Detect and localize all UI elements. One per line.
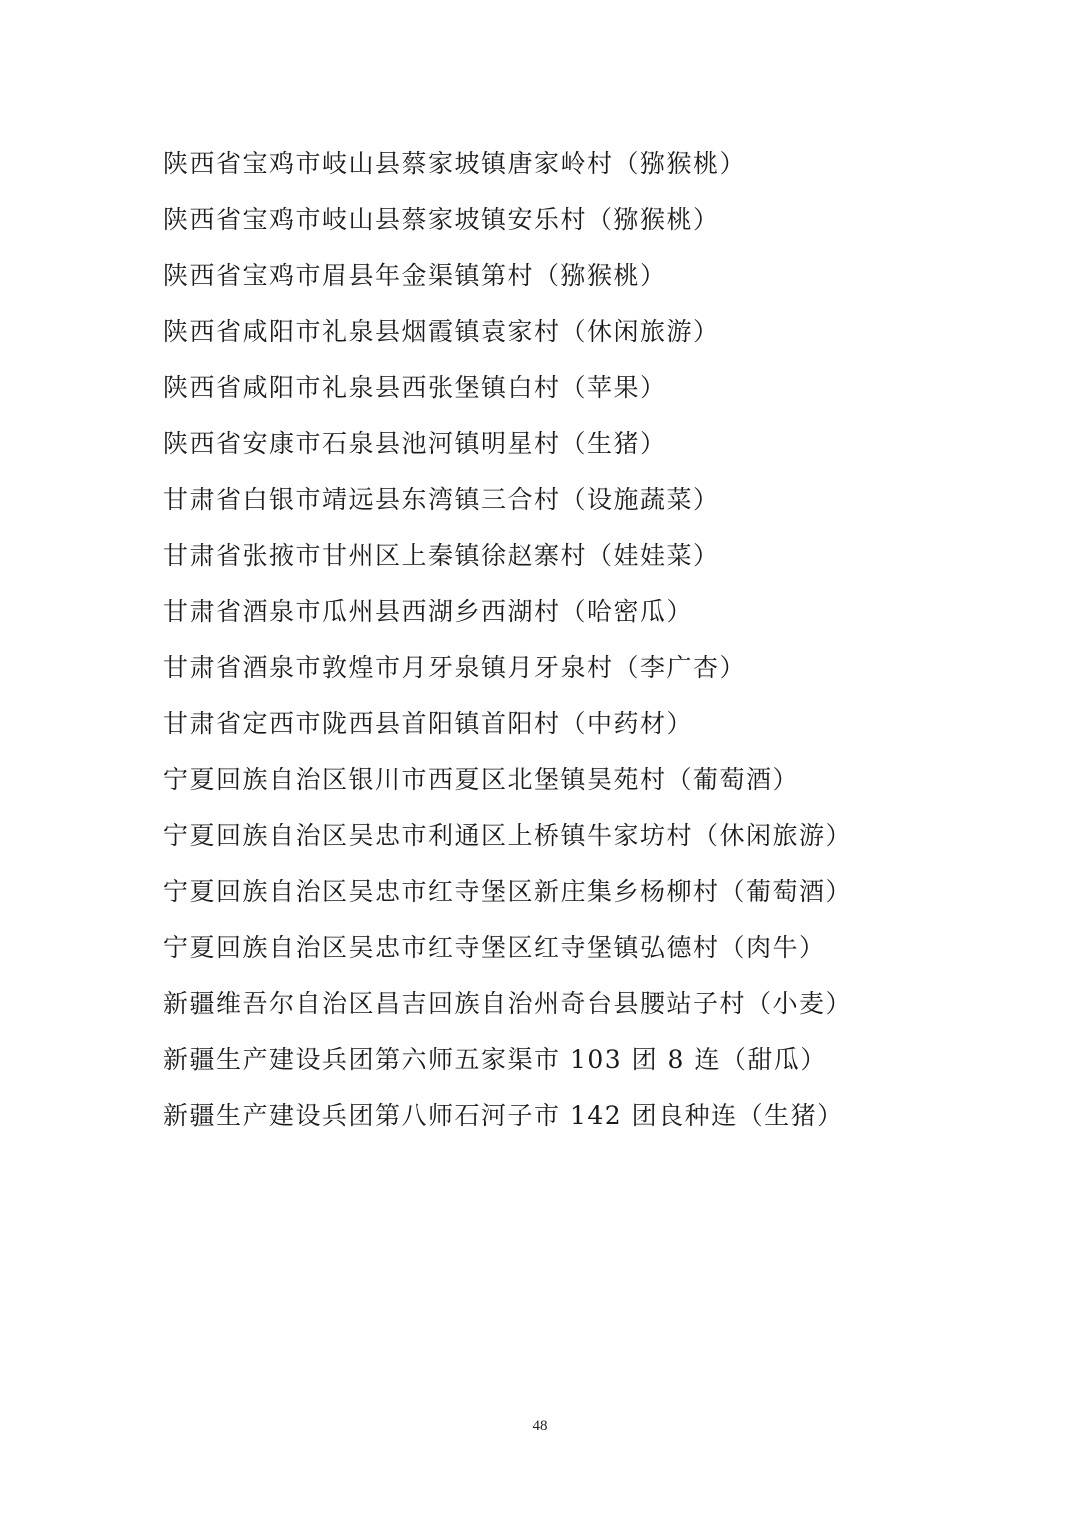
list-item: 甘肃省定西市陇西县首阳镇首阳村（中药材） bbox=[163, 709, 694, 738]
list-item: 宁夏回族自治区银川市西夏区北堡镇昊苑村（葡萄酒） bbox=[163, 765, 800, 794]
list-item: 陕西省宝鸡市岐山县蔡家坡镇唐家岭村（猕猴桃） bbox=[163, 149, 747, 178]
list-item: 甘肃省白银市靖远县东湾镇三合村（设施蔬菜） bbox=[163, 485, 720, 514]
list-item: 甘肃省酒泉市瓜州县西湖乡西湖村（哈密瓜） bbox=[163, 597, 694, 626]
list-item: 新疆生产建设兵团第八师石河子市 142 团良种连（生猪） bbox=[163, 1101, 844, 1130]
page-number: 48 bbox=[532, 1418, 548, 1434]
list-item: 宁夏回族自治区吴忠市红寺堡区新庄集乡杨柳村（葡萄酒） bbox=[163, 877, 853, 906]
list-item: 新疆维吾尔自治区昌吉回族自治州奇台县腰站子村（小麦） bbox=[163, 989, 853, 1018]
village-list bbox=[163, 136, 853, 1144]
list-item: 甘肃省酒泉市敦煌市月牙泉镇月牙泉村（李广杏） bbox=[163, 653, 747, 682]
list-item: 新疆生产建设兵团第六师五家渠市 103 团 8 连（甜瓜） bbox=[163, 1045, 827, 1074]
list-item: 陕西省宝鸡市岐山县蔡家坡镇安乐村（猕猴桃） bbox=[163, 205, 720, 234]
list-item: 陕西省咸阳市礼泉县西张堡镇白村（苹果） bbox=[163, 373, 667, 402]
list-item: 宁夏回族自治区吴忠市利通区上桥镇牛家坊村（休闲旅游） bbox=[163, 821, 853, 850]
list-item: 宁夏回族自治区吴忠市红寺堡区红寺堡镇弘德村（肉牛） bbox=[163, 933, 826, 962]
list-item: 甘肃省张掖市甘州区上秦镇徐赵寨村（娃娃菜） bbox=[163, 541, 720, 570]
list-item: 陕西省咸阳市礼泉县烟霞镇袁家村（休闲旅游） bbox=[163, 317, 720, 346]
list-item: 陕西省宝鸡市眉县年金渠镇第村（猕猴桃） bbox=[163, 261, 667, 290]
list-item: 陕西省安康市石泉县池河镇明星村（生猪） bbox=[163, 429, 667, 458]
